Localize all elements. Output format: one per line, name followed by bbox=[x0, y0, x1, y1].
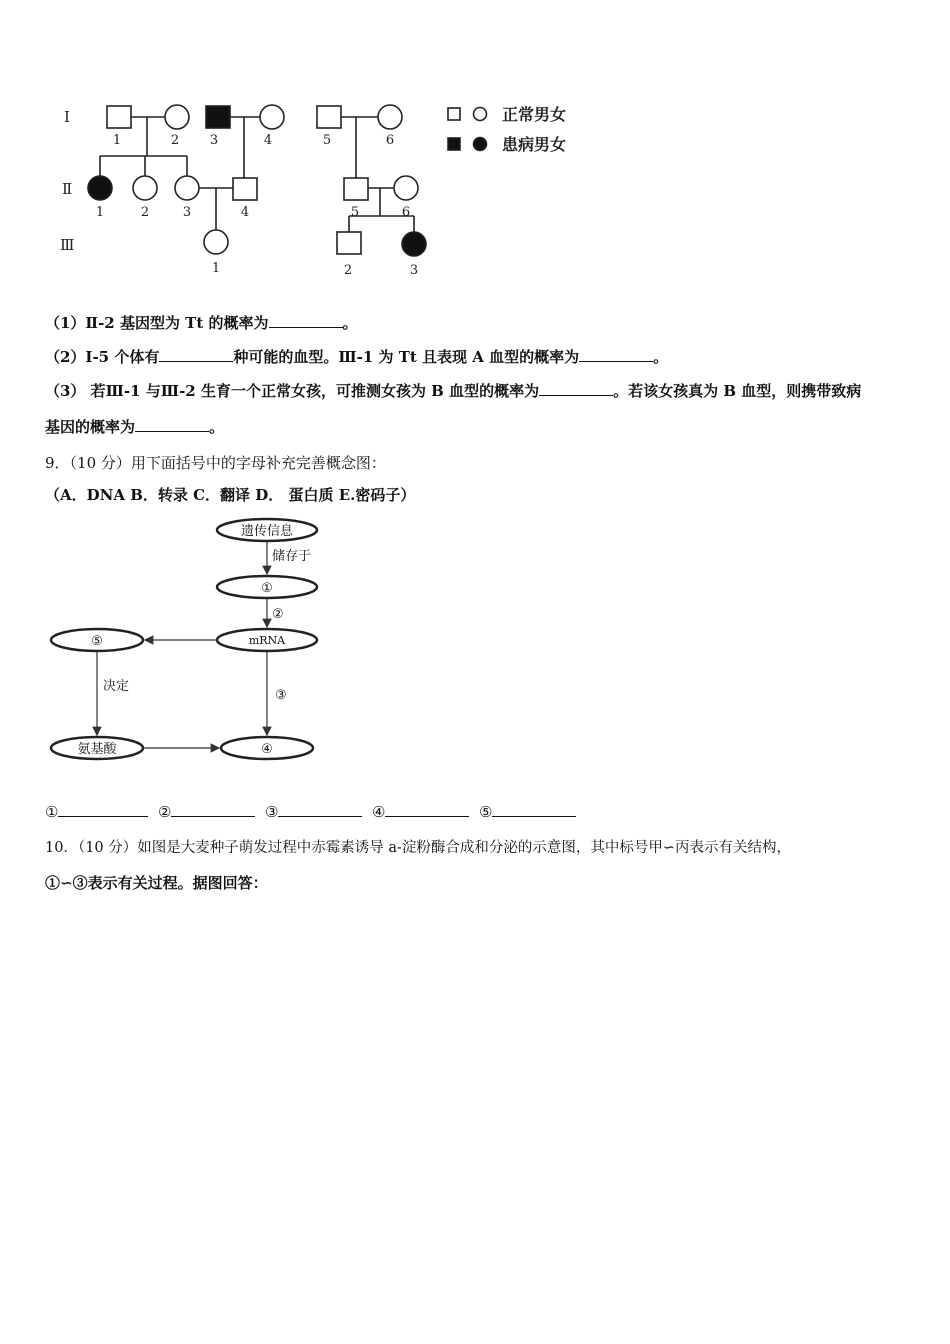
question-9-options: （A．DNA B．转录 C．翻译 D． 蛋白质 E.密码子） bbox=[45, 486, 416, 504]
ped-num-I5: 5 bbox=[322, 133, 332, 148]
answer-blank[interactable] bbox=[539, 381, 613, 396]
edge-2-label: ② bbox=[272, 607, 284, 622]
ped-I3-male-affected bbox=[206, 106, 230, 128]
ped-num-II4: 4 bbox=[240, 205, 250, 220]
legend-normal-female-icon bbox=[474, 108, 487, 121]
concept-map bbox=[45, 512, 345, 772]
ped-I2-female bbox=[165, 105, 189, 129]
node-genetic-info-label: 遗传信息 bbox=[240, 524, 294, 539]
ped-I1-male bbox=[107, 106, 131, 128]
question-2: （2）Ⅰ-5 个体有 种可能的血型。Ⅲ-1 为 Tt 且表现 A 血型的概率为 。 bbox=[45, 348, 669, 366]
ped-num-II3: 3 bbox=[182, 205, 192, 220]
ped-II1-female-affected bbox=[88, 176, 112, 200]
ped-I4-female bbox=[260, 105, 284, 129]
ped-num-I2: 2 bbox=[170, 133, 180, 148]
ped-III2-male bbox=[337, 232, 361, 254]
legend-normal-label: 正常男女 bbox=[502, 105, 567, 124]
answer-blank-3[interactable] bbox=[278, 802, 362, 817]
question-10-line1: 10．（10 分）如图是大麦种子萌发过程中赤霉素诱导 a-淀粉酶合成和分泌的示意图，其中标号甲∽丙表示有关结构， bbox=[45, 840, 792, 856]
ped-num-II6: 6 bbox=[401, 205, 411, 220]
ped-num-III1: 1 bbox=[211, 261, 221, 276]
ped-II6-female bbox=[394, 176, 418, 200]
node-4-label: ④ bbox=[261, 742, 273, 757]
ped-num-II5: 5 bbox=[350, 205, 360, 220]
question-9-title: 9．（10 分）用下面括号中的字母补充完善概念图： bbox=[45, 454, 386, 472]
legend-affected-male-icon bbox=[448, 138, 460, 150]
ped-I6-female bbox=[378, 105, 402, 129]
ped-I5-male bbox=[317, 106, 341, 128]
question-10-line2: ①∽③表示有关过程。据图回答： bbox=[45, 874, 268, 892]
ped-num-I6: 6 bbox=[385, 133, 395, 148]
gen-label-1: Ⅰ bbox=[64, 108, 70, 126]
pedigree-chart bbox=[50, 92, 610, 288]
ped-II4-male bbox=[233, 178, 257, 200]
question-1: （1）Ⅱ-2 基因型为 Tt 的概率为 。 bbox=[45, 314, 358, 332]
ped-II3-female bbox=[175, 176, 199, 200]
gen-label-2: Ⅱ bbox=[62, 180, 73, 198]
edge-decide-label: 决定 bbox=[103, 679, 130, 694]
legend-affected-label: 患病男女 bbox=[502, 135, 567, 154]
ped-num-II1: 1 bbox=[95, 205, 105, 220]
ped-num-I4: 4 bbox=[263, 133, 273, 148]
ped-num-III3: 3 bbox=[409, 263, 419, 278]
legend-affected-female-icon bbox=[474, 138, 487, 151]
answer-blank-2[interactable] bbox=[171, 802, 255, 817]
legend-normal-male-icon bbox=[448, 108, 460, 120]
answer-blank[interactable] bbox=[269, 313, 343, 328]
answer-blank-5[interactable] bbox=[492, 802, 576, 817]
ped-II2-female bbox=[133, 176, 157, 200]
edge-store-label: 储存于 bbox=[272, 549, 312, 564]
answer-blank[interactable] bbox=[135, 417, 209, 432]
ped-num-I1: 1 bbox=[112, 133, 122, 148]
ped-II5-male bbox=[344, 178, 368, 200]
node-amino-label: 氨基酸 bbox=[77, 742, 117, 757]
ped-num-III2: 2 bbox=[343, 263, 353, 278]
answer-blank-1[interactable] bbox=[58, 802, 148, 817]
answer-blank[interactable] bbox=[579, 347, 653, 362]
node-5-label: ⑤ bbox=[91, 634, 103, 649]
question-3-cont: 基因的概率为 。 bbox=[45, 418, 225, 436]
ped-III3-female-affected bbox=[402, 232, 426, 256]
ped-III1-female bbox=[204, 230, 228, 254]
node-1-label: ① bbox=[261, 581, 273, 596]
answer-blank[interactable] bbox=[159, 347, 233, 362]
answer-blank-4[interactable] bbox=[385, 802, 469, 817]
edge-3-label: ③ bbox=[275, 688, 287, 703]
gen-label-3: Ⅲ bbox=[60, 236, 75, 254]
question-9-answers: ① ② ③ ④ ⑤ bbox=[45, 802, 576, 821]
ped-num-I3: 3 bbox=[209, 133, 219, 148]
question-3: （3） 若Ⅲ-1 与Ⅲ-2 生育一个正常女孩，可推测女孩为 B 血型的概率为 。若该女孩真为 B 血型，则携带致病 bbox=[45, 382, 862, 400]
ped-num-II2: 2 bbox=[140, 205, 150, 220]
node-mrna-label: mRNA bbox=[248, 634, 286, 647]
